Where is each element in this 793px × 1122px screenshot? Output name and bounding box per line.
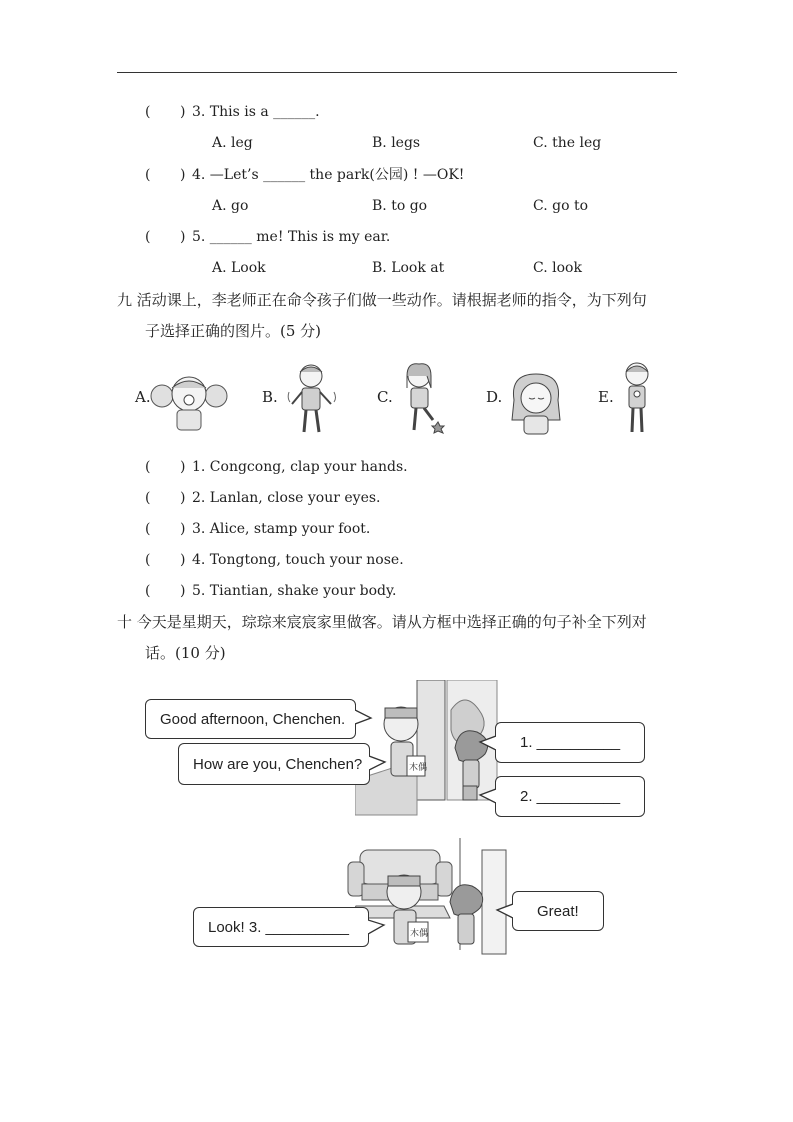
answer-paren-open[interactable]: ( bbox=[145, 459, 151, 475]
picture-label-e: E. bbox=[598, 388, 614, 406]
answer-bubble-1[interactable]: 1. __________ bbox=[495, 722, 645, 763]
bubble-tail-icon bbox=[478, 787, 496, 805]
option-c[interactable]: C. look bbox=[533, 260, 582, 276]
option-b[interactable]: B. to go bbox=[372, 198, 428, 214]
girl-covering-nose-picture bbox=[150, 370, 230, 432]
question-stem: 3. This is a ______. bbox=[192, 104, 320, 120]
answer-paren-close: ) bbox=[180, 104, 186, 120]
picture-label-a: A. bbox=[135, 388, 151, 406]
answer-paren-open[interactable]: ( bbox=[145, 167, 151, 183]
picture-label-b: B. bbox=[262, 388, 278, 406]
speech-bubble-good-afternoon: Good afternoon, Chenchen. bbox=[145, 699, 356, 739]
section-10-heading: 十 今天是星期天，琮琮来宸宸家里做客。请从方框中选择正确的句子补全下列对 bbox=[117, 613, 647, 631]
matching-item-text: 2. Lanlan, close your eyes. bbox=[192, 490, 381, 506]
option-b[interactable]: B. Look at bbox=[372, 260, 445, 276]
puppet-sign-text: 木偶 bbox=[409, 763, 428, 773]
bubble-tail-icon bbox=[478, 734, 496, 752]
bubble-tail-icon bbox=[495, 902, 513, 920]
girl-stamping-foot-picture bbox=[397, 362, 449, 436]
matching-item-text: 4. Tongtong, touch your nose. bbox=[192, 552, 404, 568]
section-9-heading-cont: 子选择正确的图片。(5 分) bbox=[145, 322, 322, 340]
option-c[interactable]: C. the leg bbox=[533, 135, 602, 151]
option-a[interactable]: A. leg bbox=[212, 135, 253, 151]
answer-paren-close: ) bbox=[180, 459, 186, 475]
answer-paren-close: ) bbox=[180, 583, 186, 599]
matching-item-text: 3. Alice, stamp your foot. bbox=[192, 521, 371, 537]
boy-shaking-body-picture bbox=[287, 362, 339, 436]
header-rule bbox=[117, 72, 677, 73]
answer-paren-open[interactable]: ( bbox=[145, 490, 151, 506]
section-9-heading: 九 活动课上，李老师正在命令孩子们做一些动作。请根据老师的指令，为下列句 bbox=[117, 291, 647, 309]
question-stem: 4. —Let’s ______ the park(公园) ! —OK! bbox=[192, 167, 465, 183]
answer-paren-open[interactable]: ( bbox=[145, 229, 151, 245]
girl-eyes-closed-picture bbox=[506, 370, 566, 436]
answer-paren-open[interactable]: ( bbox=[145, 583, 151, 599]
answer-paren-close: ) bbox=[180, 229, 186, 245]
option-a[interactable]: A. go bbox=[212, 198, 249, 214]
matching-item-text: 1. Congcong, clap your hands. bbox=[192, 459, 408, 475]
bubble-tail-icon bbox=[368, 918, 386, 936]
option-b[interactable]: B. legs bbox=[372, 135, 421, 151]
answer-paren-close: ) bbox=[180, 490, 186, 506]
puppet-sign-text: 木偶 bbox=[410, 929, 429, 939]
answer-paren-open[interactable]: ( bbox=[145, 552, 151, 568]
question-stem: 5. ______ me! This is my ear. bbox=[192, 229, 391, 245]
speech-bubble-great: Great! bbox=[512, 891, 604, 931]
picture-label-c: C. bbox=[377, 388, 393, 406]
option-a[interactable]: A. Look bbox=[212, 260, 266, 276]
answer-paren-close: ) bbox=[180, 552, 186, 568]
answer-bubble-3[interactable]: Look! 3. __________ bbox=[193, 907, 369, 947]
speech-bubble-how-are-you: How are you, Chenchen? bbox=[178, 743, 370, 785]
bubble-tail-icon bbox=[369, 754, 387, 772]
boy-clapping-hands-picture bbox=[618, 360, 658, 436]
option-c[interactable]: C. go to bbox=[533, 198, 589, 214]
bubble-tail-icon bbox=[355, 708, 373, 726]
answer-bubble-2[interactable]: 2. __________ bbox=[495, 776, 645, 817]
answer-paren-open[interactable]: ( bbox=[145, 104, 151, 120]
picture-label-d: D. bbox=[486, 388, 503, 406]
answer-paren-open[interactable]: ( bbox=[145, 521, 151, 537]
answer-paren-close: ) bbox=[180, 521, 186, 537]
section-10-heading-cont: 话。(10 分) bbox=[145, 644, 226, 662]
answer-paren-close: ) bbox=[180, 167, 186, 183]
matching-item-text: 5. Tiantian, shake your body. bbox=[192, 583, 397, 599]
